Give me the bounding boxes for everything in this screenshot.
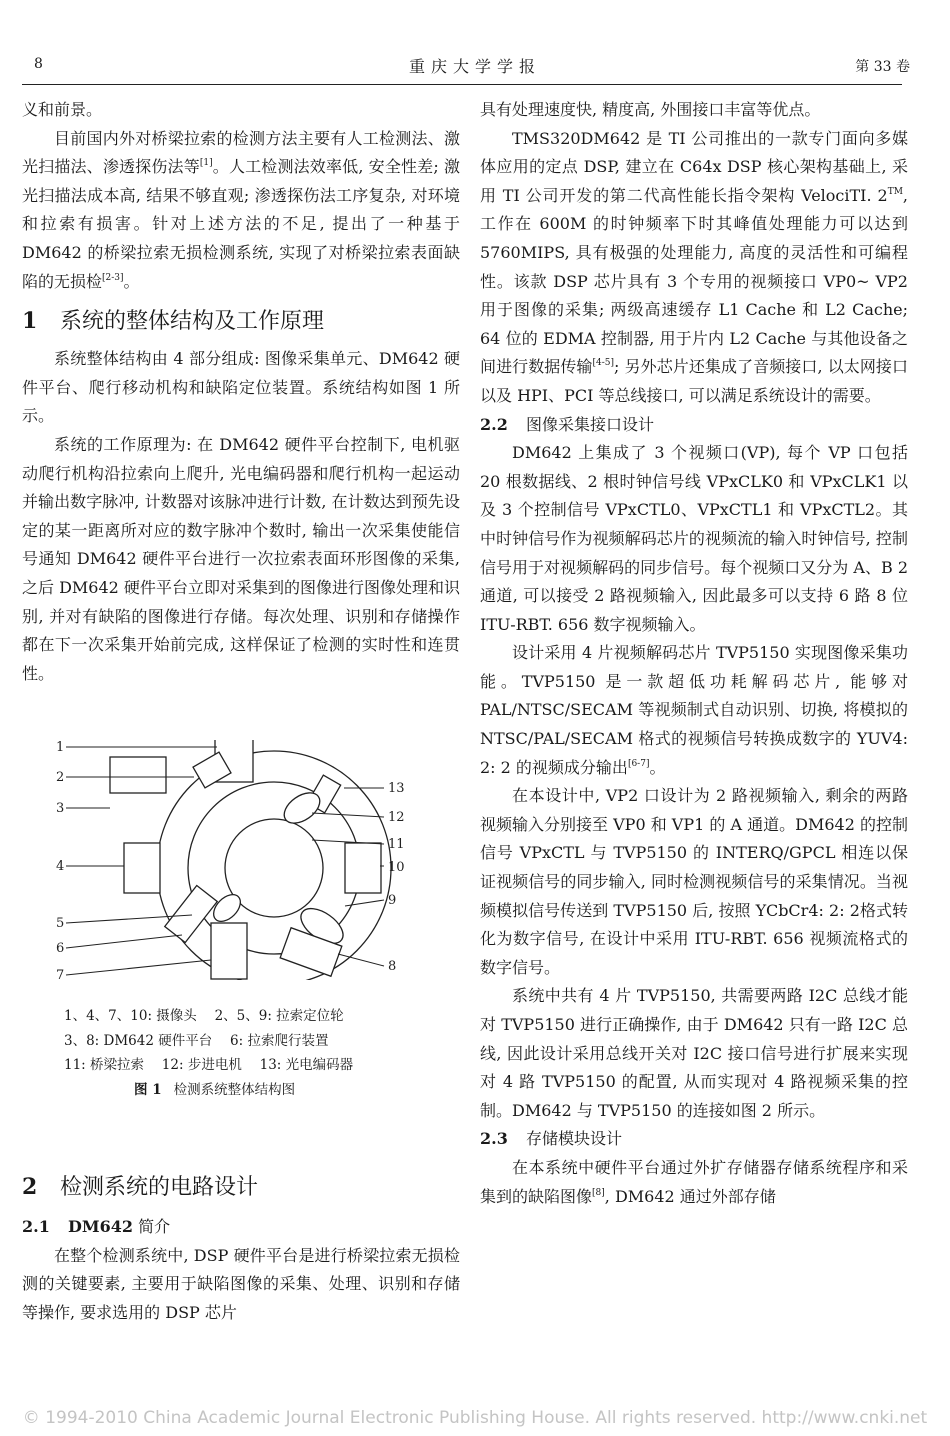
camera-10 (345, 843, 381, 893)
text: , 工作在 600M 的时钟频率下时其峰值处理能力可以达到 5760MIPS, 具有极强的处理能力, 高度的灵活性和可编程性。该款 DSP 芯片具有 3 个专用的视频接口 VP0~ VP2 用于图像的采集; 两级高速缓存 L1 Cache 和 L2 Cache; 64 位的 EDMA 控制器, 用于片内 L2 Cache 与其他设备之间进行数据传输 (480, 185, 908, 377)
dsp-platform-3 (110, 757, 166, 793)
text: 。 (649, 757, 666, 777)
legend-line: 3、8: DM642 硬件平台 6: 拉索爬行装置 (64, 1032, 329, 1049)
legend-line: 11: 桥梁拉索 12: 步进电机 13: 光电编码器 (64, 1057, 354, 1074)
subsection-title: 图像采集接口设计 (526, 414, 655, 434)
figure-label: 1 (56, 740, 65, 756)
figure-1 (22, 740, 460, 980)
volume-label: 第 33 卷 (855, 59, 910, 75)
text: , DM642 通过外部存储 (604, 1186, 776, 1206)
figure-label: 11 (388, 837, 405, 853)
section-number: 1 (22, 308, 38, 335)
camera-4 (124, 843, 160, 893)
figure-label: 13 (388, 781, 405, 797)
subsection-title: 简介 (132, 1217, 171, 1237)
paragraph (480, 1154, 908, 1211)
section-title: 系统的整体结构及工作原理 (60, 309, 325, 335)
citation: [6-7] (627, 758, 650, 769)
crawler-6 (165, 886, 218, 943)
text: TMS320DM642 是 TI 公司推出的一款专门面向多媒体应用的定点 DSP, 建立在 C64x DSP 核心架构基础上, 采用 TI 公司开发的第二代高性能长指令架构 VelociTI. 2 (480, 128, 908, 205)
citation: [1] (199, 158, 213, 169)
section-heading (22, 306, 460, 337)
subsection-number: 2.3 (480, 1129, 508, 1149)
figure-label: 2 (56, 770, 65, 786)
text: 目前国内外对桥梁拉索的检测方法主要有人工检测法、激光扫描法、渗透探伤法等 (22, 128, 460, 177)
paragraph: 具有处理速度快, 精度高, 外围接口丰富等优点。 (480, 100, 821, 119)
figure-caption (22, 1078, 460, 1103)
figure-label: 9 (388, 893, 397, 909)
citation: [4-5] (592, 358, 615, 369)
figure-label: 3 (56, 801, 65, 817)
text: 。人工检测法效率低, 安全性差; 激光扫描法成本高, 结果不够直观; 渗透探伤法工序复杂, 对环境和拉索有损害。针对上述方法的不足, 提出了一种基于 DM642 的桥梁拉索无损检测系统, 实现了对桥梁拉索表面缺陷的无损检 (22, 157, 460, 291)
legend-line: 1、4、7、10: 摄像头 2、5、9: 拉索定位轮 (64, 1008, 344, 1025)
paragraph: 系统的工作原理为: 在 DM642 硬件平台控制下, 电机驱动爬行机构沿拉索向上爬升, 光电编码器和爬行机构一起运动并输出数字脉冲, 计数器对该脉冲进行计数, 在计数达到预先设定的某一距离所对应的数字脉冲个数时, 输出一次采集使能信号通知 DM642 硬件平台进行一次拉索表面环形图像的采集, 之后 DM642 硬件平台立即对采集到的图像进行图像处理和识别, 并对有缺陷的图像进行存储。每次处理、识别和存储操作都在下一次采集开始前完成, 这样保证了检测的实时性和连贯性。 (22, 434, 460, 683)
paragraph (22, 125, 460, 297)
paragraph (480, 125, 908, 411)
subsection-heading (480, 411, 908, 440)
right-column (480, 96, 908, 1211)
figure-label: 4 (56, 859, 65, 875)
subsection-number: 2.2 (480, 414, 508, 434)
copyright-footer: © 1994-2010 China Academic Journal Electronic Publishing House. All rights reserved. http://www.cnki.net (22, 1408, 928, 1428)
header-rule (22, 84, 902, 85)
caption-text: 检测系统整体结构图 (173, 1081, 296, 1098)
citation: [2-3] (102, 272, 124, 283)
journal-title: 重庆大学学报 (408, 57, 541, 76)
text: 在本系统中硬件平台通过外扩存储器存储系统程序和采集到的缺陷图像 (480, 1157, 908, 1206)
figure-label: 6 (56, 941, 65, 957)
section-number: 2 (22, 1174, 38, 1201)
subsection-heading (22, 1213, 460, 1242)
paragraph (480, 639, 908, 782)
paragraph: 义和前景。 (22, 100, 103, 119)
figure-label: 12 (388, 810, 405, 826)
page-header (22, 50, 928, 80)
paragraph: DM642 上集成了 3 个视频口(VP), 每个 VP 口包括 20 根数据线、2 根时钟信号线 VPxCLK0 和 VPxCLK1 以及 3 个控制信号 VPxCTL0、VPxCTL1 和 VPxCTL2。其中时钟信号作为视频解码芯片的视频流的输入时钟信号, 控制信号用于对视频解码的同步信号。每个视频口又分为 A、B 2 通道, 可以接受 2 路视频输入, 因此最多可以支持 6 路 8 位 ITU-RBT. 656 数字视频输入。 (480, 443, 908, 634)
left-column (22, 96, 460, 1328)
caption-label: 图 1 (134, 1081, 162, 1098)
figure-label: 7 (56, 968, 65, 981)
trademark: TM (887, 186, 903, 197)
page-number: 8 (34, 56, 43, 72)
section-title: 检测系统的电路设计 (60, 1175, 259, 1201)
text: ; 另外芯片还集成了音频接口, 以太网接口以及 HPI、PCI 等总线接口, 可以满足系统设计的需要。 (480, 357, 908, 405)
subsection-title: 存储模块设计 (526, 1129, 623, 1149)
figure-legend (22, 1004, 460, 1078)
paragraph: 系统中共有 4 片 TVP5150, 共需要两路 I2C 总线才能对 TVP5150 进行正确操作, 由于 DM642 只有一路 I2C 总线, 因此设计采用总线开关对 I2C 接口信号进行扩展来实现对 4 路 TVP5150 的配置, 从而实现对 4 路视频采集的控制。DM642 与 TVP5150 的连接如图 2 所示。 (480, 986, 908, 1120)
camera-7 (211, 923, 247, 979)
text: 设计采用 4 片视频解码芯片 TVP5150 实现图像采集功能。TVP5150 是一款超低功耗解码芯片, 能够对 PAL/NTSC/SECAM 等视频制式自动识别、切换, 将模拟的 NTSC/PAL/SECAM 格式的视频信号转换成数字的 YUV4: 2: 2 的视频成分输出 (480, 643, 908, 777)
subsection-title-bold: DM642 (68, 1217, 133, 1237)
subsection-number: 2.1 (22, 1217, 50, 1237)
paragraph: 系统整体结构由 4 部分组成: 图像采集单元、DM642 硬件平台、爬行移动机构和缺陷定位装置。系统结构如图 1 所示。 (22, 349, 460, 426)
paragraph: 在本设计中, VP2 口设计为 2 路视频输入, 剩余的两路视频输入分别接至 VP0 和 VP1 的 A 通道。DM642 的控制信号 VPxCTL 与 TVP5150 的 INTERQ/GPCL 相连以保证视频信号的同步输入, 同时检测视频信号的采集情况。当视频模拟信号传送到 TVP5150 后, 按照 YCbCr4: 2: 2格式转化为数字信号, 在设计中采用 ITU-RBT. 656 视频流格式的数字信号。 (480, 786, 908, 977)
figure-label: 10 (388, 860, 405, 876)
structure-diagram (22, 740, 460, 980)
text: 。 (123, 271, 140, 291)
figure-label: 5 (56, 916, 65, 932)
section-heading (22, 1172, 460, 1203)
paragraph: 在整个检测系统中, DSP 硬件平台是进行桥梁拉索无损检测的关键要素, 主要用于缺陷图像的采集、处理、识别和存储等操作, 要求选用的 DSP 芯片 (22, 1245, 460, 1323)
positioning-wheel-5 (209, 890, 246, 927)
citation: [8] (592, 1187, 605, 1198)
subsection-heading (480, 1125, 908, 1154)
figure-label: 8 (388, 959, 397, 975)
